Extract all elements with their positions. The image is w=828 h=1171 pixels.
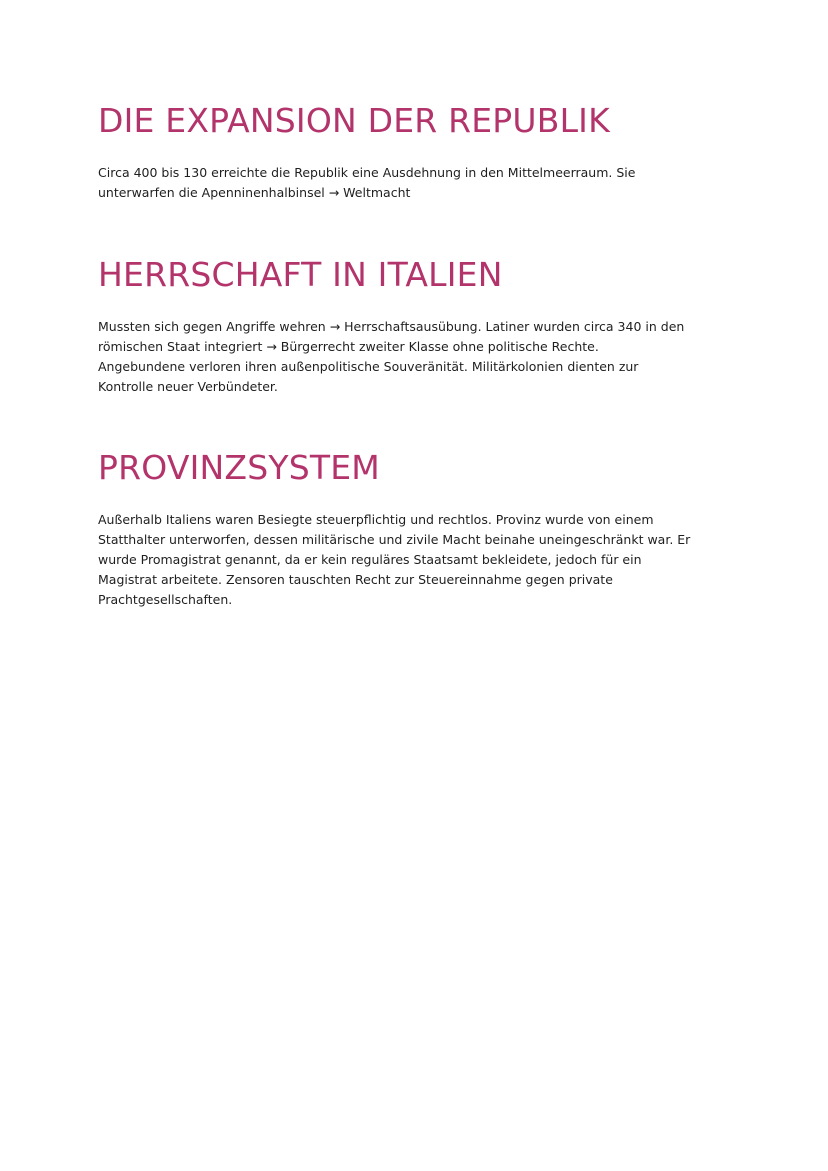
paragraph-line: Außerhalb Italiens waren Besiegte steuerpflichtig und rechtlos. Provinz wurde von einem [98, 512, 654, 527]
section-herrschaft [98, 255, 738, 397]
paragraph-line: Magistrat arbeitete. Zensoren tauschten Recht zur Steuereinnahme gegen private [98, 572, 613, 587]
paragraph-line: Mussten sich gegen Angriffe wehren → Herrschaftsausübung. Latiner wurden circa 340 in den [98, 319, 685, 334]
section-heading: HERRSCHAFT IN ITALIEN [98, 255, 503, 294]
paragraph-line: unterwarfen die Apenninenhalbinsel → Weltmacht [98, 185, 411, 200]
section-heading: PROVINZSYSTEM [98, 448, 380, 487]
paragraph-line: Kontrolle neuer Verbündeter. [98, 379, 278, 394]
section-provinzsystem [98, 448, 738, 610]
section-expansion [98, 101, 738, 203]
paragraph-line: Circa 400 bis 130 erreichte die Republik eine Ausdehnung in den Mittelmeerraum. Sie [98, 165, 636, 180]
section-paragraph [98, 317, 738, 397]
paragraph-line: Angebundene verloren ihren außenpolitische Souveränität. Militärkolonien dienten zur [98, 359, 639, 374]
paragraph-line: Prachtgesellschaften. [98, 592, 233, 607]
paragraph-line: römischen Staat integriert → Bürgerrecht zweiter Klasse ohne politische Rechte. [98, 339, 599, 354]
section-paragraph [98, 510, 738, 610]
section-paragraph [98, 163, 738, 203]
paragraph-line: wurde Promagistrat genannt, da er kein reguläres Staatsamt bekleidete, jedoch für ein [98, 552, 642, 567]
section-heading: DIE EXPANSION DER REPUBLIK [98, 101, 610, 140]
paragraph-line: Statthalter unterworfen, dessen militärische und zivile Macht beinahe uneingeschränkt war. Er [98, 532, 691, 547]
